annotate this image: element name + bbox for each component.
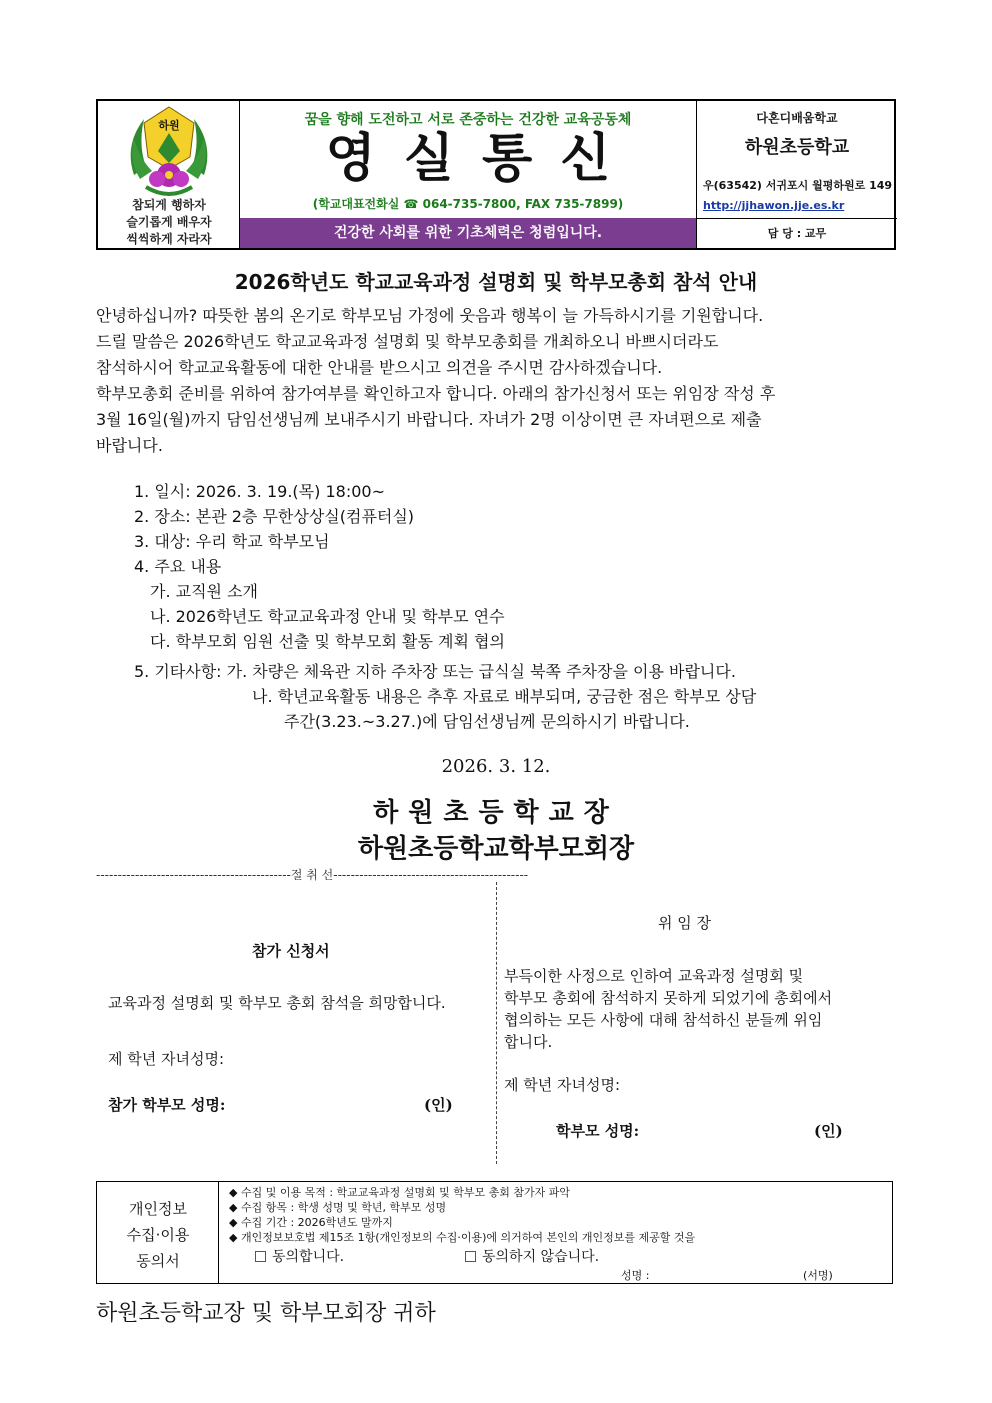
intro-line: 참석하시어 학교교육활동에 대한 안내를 받으시고 의견을 주시면 감사하겠습니다. [96,358,663,377]
item-etc-b2: 주간(3.23.~3.27.)에 담임선생님께 문의하시기 바랍니다. [284,712,690,731]
item-target: 3. 대상: 우리 학교 학부모님 [134,532,330,551]
proxy-text-line: 학부모 총회에 참석하지 못하게 되었기에 총회에서 [504,989,833,1007]
agree-checkbox[interactable] [255,1251,266,1262]
in-charge: 담 당 : 교무 [767,227,827,240]
disagree-option[interactable] [465,1246,599,1266]
issue-date: 2026. 3. 12. [441,756,551,777]
application-text: 교육과정 설명회 및 학부모 총회 참석을 희망합니다. [108,994,446,1012]
intro-line: 드릴 말씀은 2026학년도 학교교육과정 설명회 및 학부모총회를 개최하오니 바쁘시더라도 [96,332,719,351]
intro-line: 안녕하십니까? 따뜻한 봄의 온기로 학부모님 가정에 웃음과 행복이 늘 가득하시기를 기원합니다. [96,306,764,325]
disagree-label: 동의하지 않습니다. [482,1249,600,1265]
parents-president-signature: 하원초등학교학부모회장 [357,834,635,864]
item-contents: 4. 주요 내용 [134,557,222,576]
proxy-grade-line: 제 학년 자녀성명: [504,1076,621,1094]
school-phone: (학교대표전화실 ☎ 064-735-7800, FAX 735-7899) [312,197,624,211]
application-parent-name: 참가 학부모 성명: [108,1096,226,1114]
privacy-item: ◆ 수집 항목 : 학생 성명 및 학년, 학부모 성명 [229,1201,447,1214]
newsletter-header [96,99,896,250]
item-place: 2. 장소: 본관 2층 무한상상실(컴퓨터실) [134,507,415,526]
school-emblem-icon [124,105,214,201]
svg-text:하원: 하원 [158,119,180,132]
application-seal: (인) [424,1096,453,1114]
privacy-consent-box [96,1181,893,1284]
privacy-label-cell [97,1182,219,1283]
slogan: 꿈을 향해 도전하고 서로 존중하는 건강한 교육공동체 [304,112,632,128]
proxy-text-line: 부득이한 사정으로 인하여 교육과정 설명회 및 [504,967,804,985]
logo-column [98,101,240,248]
school-address: 우(63542) 서귀포시 월평하원로 149 [703,179,893,192]
intro-line: 바랍니다. [96,436,163,455]
proxy-text-line: 합니다. [504,1033,553,1051]
principal-signature: 하원초등학교장 [373,798,619,828]
disagree-checkbox[interactable] [465,1251,476,1262]
school-name: 하원초등학교 [744,137,850,158]
intro-line: 3월 16일(월)까지 담임선생님께 보내주시기 바랍니다. 자녀가 2명 이상이면 큰 자녀편으로 제출 [96,410,762,429]
privacy-item: ◆ 수집 및 이용 목적 : 학교교육과정 설명회 및 학부모 총회 참가자 파악 [229,1186,571,1199]
item-etc-b1: 나. 학년교육활동 내용은 추후 자료로 배부되며, 궁금한 점은 학부모 상담 [252,687,757,706]
item-contents-a: 가. 교직원 소개 [150,582,258,601]
privacy-sign-suffix: (서명) [803,1269,833,1282]
school-url-link[interactable]: http://jjhawon.jje.es.kr [703,199,845,212]
cut-line: ---------------------------------------------절 취 선--------------------------------------------- [96,868,529,882]
agree-option[interactable] [255,1246,344,1266]
divider [697,218,897,219]
proxy-title: 위 임 장 [658,914,712,932]
newsletter-title: 영실통신 [325,129,639,189]
privacy-item: ◆ 개인정보보호법 제15조 1항(개인정보의 수집·이용)에 의거하여 본인의 개인정보를 제공할 것을 [229,1231,696,1244]
addressee: 하원초등학교장 및 학부모회장 귀하 [96,1301,436,1326]
privacy-label: 수집·이용 [126,1226,190,1244]
proxy-text [504,965,832,1053]
item-contents-c: 다. 학부모회 임원 선출 및 학부모회 활동 계획 협의 [150,632,505,651]
school-subtitle: 다혼디배움학교 [756,111,838,125]
privacy-label: 개인정보 [129,1200,187,1218]
privacy-label: 동의서 [136,1252,180,1270]
proxy-text-line: 협의하는 모든 사항에 대해 참석하신 분들께 위임 [504,1011,823,1029]
motto-line-1: 참되게 행하자 [132,198,206,212]
intro-line: 학부모총회 준비를 위하여 참가여부를 확인하고자 합니다. 아래의 참가신청서 또는 위임장 작성 후 [96,384,776,403]
document-title: 2026학년도 학교교육과정 설명회 및 학부모총회 참석 안내 [234,270,758,294]
proxy-parent-name: 학부모 성명: [556,1122,640,1140]
privacy-sign-label: 성명 : [621,1269,650,1282]
integrity-banner: 건강한 사회를 위한 기초체력은 청렴입니다. [240,218,696,248]
application-grade-line: 제 학년 자녀성명: [108,1050,225,1068]
intro-paragraph [96,303,896,459]
item-date: 1. 일시: 2026. 3. 19.(목) 18:00~ [134,482,385,501]
application-title: 참가 신청서 [252,942,330,960]
form-divider [496,882,497,1164]
agree-label: 동의합니다. [272,1249,345,1265]
header-right [696,101,896,248]
header-center [240,101,696,248]
motto-line-3: 씩씩하게 자라자 [126,232,212,246]
item-contents-b: 나. 2026학년도 학교교육과정 안내 및 학부모 연수 [150,607,505,626]
proxy-seal: (인) [814,1122,843,1140]
motto-line-2: 슬기롭게 배우자 [126,215,212,229]
privacy-item: ◆ 수집 기간 : 2026학년도 말까지 [229,1216,393,1229]
item-etc: 5. 기타사항: 가. 차량은 체육관 지하 주차장 또는 급식실 북쪽 주차장을 이용 바랍니다. [134,662,736,681]
